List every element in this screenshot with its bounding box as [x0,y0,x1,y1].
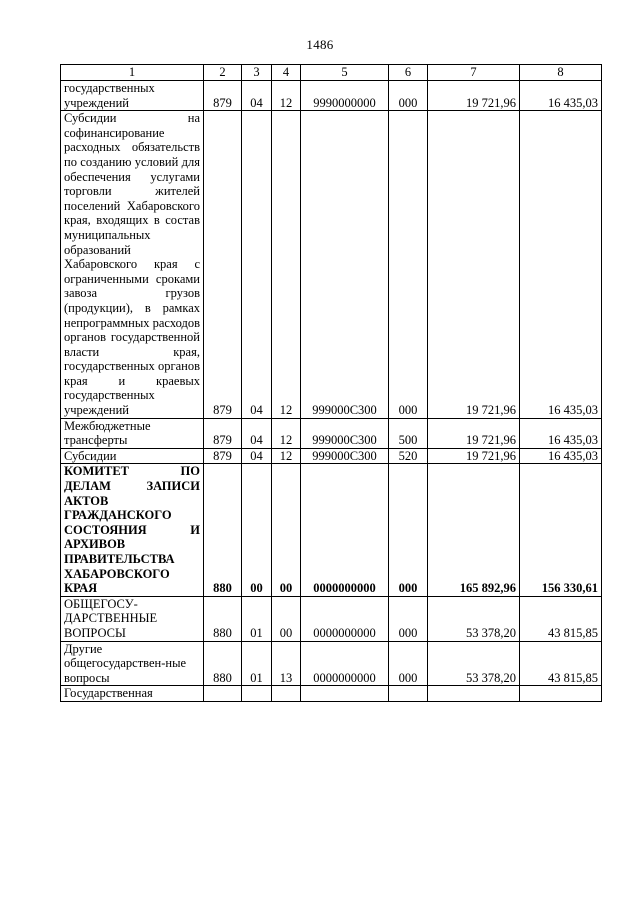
subsection-code: 12 [272,81,301,111]
page-number: 1486 [306,37,334,52]
subsection-code [272,686,301,702]
target-article: 999000С300 [301,448,389,464]
amount-year-1: 19 721,96 [428,448,520,464]
table-row [61,111,602,418]
expense-type: 500 [389,418,428,448]
expense-type [389,686,428,702]
admin-code: 880 [204,464,242,596]
table-row [61,81,602,111]
subsection-code: 12 [272,111,301,418]
section-code: 04 [242,111,272,418]
admin-code [204,686,242,702]
target-article [301,686,389,702]
table-row-committee [61,464,602,596]
column-header: 7 [428,65,520,81]
row-name: Другие общегосударствен-ные вопросы [61,641,204,686]
admin-code: 879 [204,418,242,448]
column-header: 2 [204,65,242,81]
expense-type: 520 [389,448,428,464]
amount-year-2: 16 435,03 [520,418,602,448]
amount-year-2: 43 815,85 [520,641,602,686]
section-code: 04 [242,81,272,111]
table-row [61,448,602,464]
section-code [242,686,272,702]
amount-year-1: 53 378,20 [428,641,520,686]
table-row [61,418,602,448]
amount-year-2: 16 435,03 [520,81,602,111]
target-article: 0000000000 [301,464,389,596]
row-name: Государственная [61,686,204,702]
section-code: 04 [242,448,272,464]
target-article: 0000000000 [301,641,389,686]
amount-year-2: 43 815,85 [520,596,602,641]
column-header: 5 [301,65,389,81]
subsection-code: 12 [272,448,301,464]
row-name: КОМИТЕТ ПО ДЕЛАМ ЗАПИСИ АКТОВ ГРАЖДАНСКОГО СОСТОЯНИЯ И АРХИВОВ ПРАВИТЕЛЬСТВА ХАБАРОВСКОГО КРАЯ [61,464,204,596]
amount-year-1 [428,686,520,702]
table-row [61,686,602,702]
amount-year-1: 19 721,96 [428,111,520,418]
section-code: 00 [242,464,272,596]
expense-type: 000 [389,596,428,641]
amount-year-2 [520,686,602,702]
admin-code: 880 [204,641,242,686]
row-name: ОБЩЕГОСУ-ДАРСТВЕННЫЕ ВОПРОСЫ [61,596,204,641]
amount-year-2: 16 435,03 [520,111,602,418]
section-code: 01 [242,641,272,686]
admin-code: 879 [204,448,242,464]
column-header: 4 [272,65,301,81]
expense-type: 000 [389,111,428,418]
expense-type: 000 [389,81,428,111]
column-header: 8 [520,65,602,81]
row-name: Межбюджетные трансферты [61,418,204,448]
table-row [61,641,602,686]
target-article: 0000000000 [301,596,389,641]
amount-year-2: 156 330,61 [520,464,602,596]
amount-year-1: 165 892,96 [428,464,520,596]
subsection-code: 00 [272,464,301,596]
target-article: 999000С300 [301,418,389,448]
amount-year-1: 53 378,20 [428,596,520,641]
amount-year-2: 16 435,03 [520,448,602,464]
subsection-code: 12 [272,418,301,448]
admin-code: 879 [204,81,242,111]
admin-code: 879 [204,111,242,418]
section-code: 04 [242,418,272,448]
subsection-code: 13 [272,641,301,686]
column-header: 1 [61,65,204,81]
section-code: 01 [242,596,272,641]
table-row [61,596,602,641]
row-name: Субсидии [61,448,204,464]
admin-code: 880 [204,596,242,641]
expense-type: 000 [389,641,428,686]
budget-table [60,64,602,702]
row-name: государственных учреждений [61,81,204,111]
amount-year-1: 19 721,96 [428,81,520,111]
header-row [61,65,602,81]
amount-year-1: 19 721,96 [428,418,520,448]
column-header: 3 [242,65,272,81]
row-name: Субсидии на софинансирование расходных обязательств по созданию условий для обеспечения услугами торговли жителей поселений Хабаровского края, входящих в состав муниципальных образований Хабаровского края с ограниченными сроками завоза грузов (продукции), в рамках непрограммных расходов органов государственной власти края, государственных органов края и краевых государственных учреждений [61,111,204,418]
subsection-code: 00 [272,596,301,641]
column-header: 6 [389,65,428,81]
target-article: 9990000000 [301,81,389,111]
target-article: 999000С300 [301,111,389,418]
expense-type: 000 [389,464,428,596]
